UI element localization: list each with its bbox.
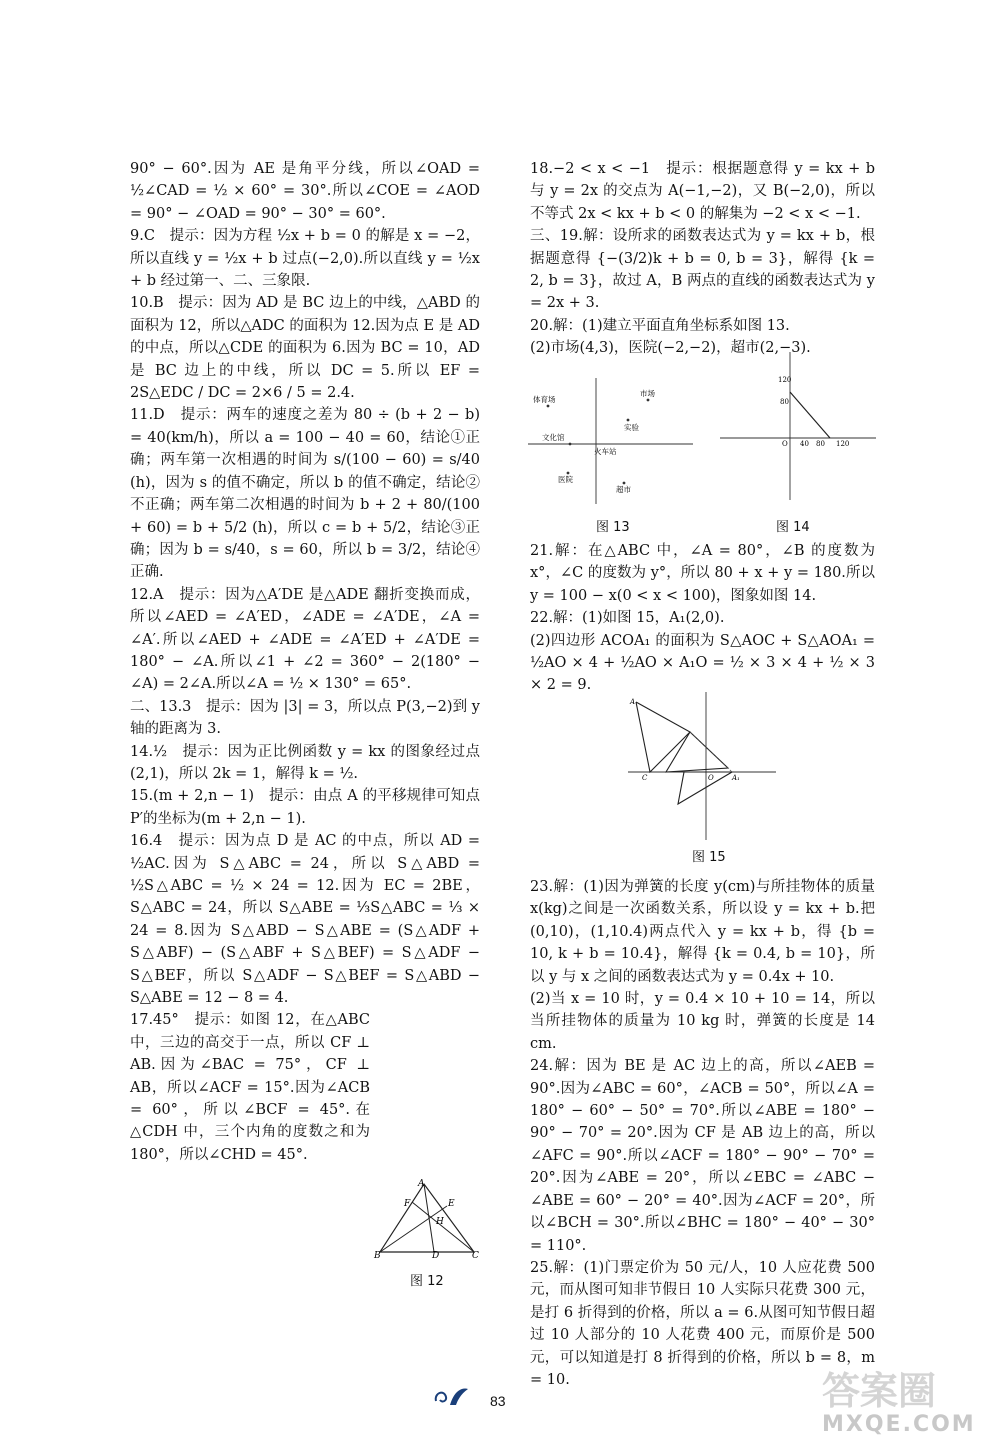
answer-24: 24.解：因为 BE 是 AC 边上的高，所以∠AEB = 90°.因为∠ABC = 60°，∠ACB = 50°，所以∠A = 180° − 60° − 50° = 70°.所以∠ABE = 180° − 90° − 70° = 20°.因为 CF 是 AB 边上的高，所以∠AFC = 90°.所以∠ACF = 180° − 90° − 70° = 20°.因为∠ABE = 20°，所以∠EBC = ∠ABC − ∠ABE = 60° − 20° = 40°.因为∠ACF = 20°，所以∠BCH = 30°.所以∠BHC = 180° − 40° − 30° = 110°. xyxy=(530,1058,875,1254)
answer-14: 14.½ 提示：因为正比例函数 y = kx 的图象经过点(2,1)，所以 2k = 1，解得 k = ½. xyxy=(130,743,480,782)
answer-20-part2: (2)市场(4,3)，医院(−2,−2)，超市(2,−3). xyxy=(530,340,811,357)
fig14-label-x40: 40 xyxy=(800,440,809,448)
answer-19: 三、19.解：设所求的函数表达式为 y = kx + b，根据题意得 {−(3/2)k + b = 0, b = 3}，解得 {k = 2, b = 3}，故过 A，B 两点的直线的函数表达式为 y = 2x + 3. xyxy=(530,228,875,312)
fig12-label-b: B xyxy=(374,1251,381,1258)
answer-12: 12.A 提示：因为△A′DE 是△ADE 翻折变换而成，所以∠AED = ∠A′ED，∠ADE = ∠A′DE，∠A = ∠A′.所以∠AED + ∠ADE = ∠A′ED + ∠A′DE = 180° − ∠A.所以∠1 + ∠2 = 360° − 2(180° − ∠A) = 2∠A.所以∠A = ½ × 130° = 65°. xyxy=(130,586,480,693)
answer-9: 9.C 提示：因为方程 ½x + b = 0 的解是 x = −2，所以直线 y = ½x + b 过点(−2,0).所以直线 y = ½x + b 经过第一、二、三象限. xyxy=(130,228,480,290)
fig14-label-origin: O xyxy=(782,440,788,448)
fig12-label-d: D xyxy=(432,1251,440,1258)
fig13-label-supermarket: 超市 xyxy=(616,485,631,494)
fig15-label-c: C xyxy=(642,774,648,782)
left-column xyxy=(130,158,480,1166)
fig13-label-market: 市场 xyxy=(640,389,655,398)
answer-25: 25.解：(1)门票定价为 50 元/人，10 人应花费 500 元，而从图可知非节假日 10 人实际只花费 300 元，是打 6 折得到的价格，所以 a = 6.从图可知节假日超过 10 人部分的 10 人花费 400 元，而原价是 500 元，可以知道是打 8 折得到的价格，所以 b = 8，m = 10. xyxy=(530,1259,875,1388)
figure-15 xyxy=(628,692,778,842)
fig14-label-x120: 120 xyxy=(836,440,850,448)
page-number: 83 xyxy=(490,1393,506,1409)
fig13-label-station: 火车站 xyxy=(594,447,617,456)
answer-8-continued: 90° − 60°.因为 AE 是角平分线，所以∠OAD = ½∠CAD = ½ × 60° = 30°.所以∠COE = ∠AOD = 90° − ∠OAD = 90° − 30° = 60°. xyxy=(130,161,480,222)
watermark-text: 答案圈 xyxy=(822,1369,937,1413)
answer-15: 15.(m + 2,n − 1) 提示：由点 A 的平移规律可知点 P′的坐标为(m + 2,n − 1). xyxy=(130,788,480,827)
fig13-label-stadium: 体育场 xyxy=(533,395,556,404)
figure-14-caption: 图 14 xyxy=(776,520,810,535)
answer-16: 16.4 提示：因为点 D 是 AC 的中点，所以 AD = ½AC.因为 S△ABC = 24，所以 S△ABD = ½S△ABC = ½ × 24 = 12.因为 EC = 2BE，S△ABC = 24，所以 S△ABE = ⅓S△ABC = ⅓ × 24 = 8.因为 S△ABD − S△ABE = (S△ADF + S△ABF) − (S△ABF + S△BEF) = S△ADF − S△BEF，所以 S△ADF − S△BEF = S△ABD − S△ABE = 12 − 8 = 4. xyxy=(130,833,480,1007)
figure-13-caption: 图 13 xyxy=(596,520,630,535)
publisher-logo-icon xyxy=(432,1383,472,1413)
answer-23-part2: (2)当 x = 10 时，y = 0.4 × 10 + 10 = 14，所以当所挂物体的质量为 10 kg 时，弹簧的长度是 14 cm. xyxy=(530,991,875,1052)
answer-17: 17.45° 提示：如图 12，在△ABC 中，三边的高交于一点，所以 CF ⊥ AB.因为∠BAC = 75°，CF ⊥ AB，所以∠ACF = 15°.因为∠ACB = 60°，所以∠BCF = 45°.在△CDH 中，三个内角的度数之和为 180°，所以∠CHD = 45°. xyxy=(130,1012,370,1163)
answer-20-part1: 20.解：(1)建立平面直角坐标系如图 13. xyxy=(530,317,790,334)
answer-18: 18.−2 < x < −1 提示：根据题意得 y = kx + b 与 y = 2x 的交点为 A(−1,−2)，又 B(−2,0)，所以不等式 2x < kx + b < 0 的解集为 −2 < x < −1. xyxy=(530,161,875,222)
fig12-label-e: E xyxy=(448,1199,455,1209)
fig15-label-o: O xyxy=(708,774,714,782)
fig12-label-f: F xyxy=(404,1199,411,1209)
answer-11: 11.D 提示：两车的速度之差为 80 ÷ (b + 2 − b) = 40(km/h)，所以 a = 100 − 40 = 60，结论①正确；两车第一次相遇的时间为 s/(100 − 60) = s/40 (h)，因为 s 的值不确定，所以 b 的值不确定，结论②不正确；两车第二次相遇的时间为 b + 2 + 80/(100 + 60) = b + 5/2 (h)，所以 c = b + 5/2，结论③正确；因为 b = s/40，s = 60，所以 b = 3/2，结论④正确. xyxy=(130,407,480,581)
fig14-label-y80: 80 xyxy=(780,398,789,406)
fig14-label-y120: 120 xyxy=(778,376,792,384)
figure-15-caption: 图 15 xyxy=(692,850,726,865)
right-column-mid xyxy=(530,540,875,697)
answer-13: 二、13.3 提示：因为 |3| = 3，所以点 P(3,−2)到 y 轴的距离为 3. xyxy=(130,698,480,738)
figure-12-caption: 图 12 xyxy=(410,1274,444,1289)
fig12-label-c: C xyxy=(472,1251,479,1258)
fig13-label-culture: 文化馆 xyxy=(542,433,565,442)
fig12-label-a: A xyxy=(418,1179,425,1189)
answer-23-part1: 23.解：(1)因为弹簧的长度 y(cm)与所挂物体的质量 x(kg)之间是一次函数关系，所以设 y = kx + b.把(0,10)，(1,10.4)两点代入 y = kx + b，得 {b = 10, k + b = 10.4}，解得 {k = 0.4, b = 10}，所以 y 与 x 之间的函数表达式为 y = 0.4x + 10. xyxy=(530,879,875,985)
answer-22-part1: 22.解：(1)如图 15，A₁(2,0). xyxy=(530,610,725,627)
answer-21: 21.解：在△ABC 中，∠A = 80°，∠B 的度数为 x°，∠C 的度数为 y°，所以 80 + x + y = 180.所以 y = 100 − x(0 < x < 100)，图象如图 14. xyxy=(530,543,875,604)
watermark-url: MXQE.COM xyxy=(822,1412,976,1437)
fig14-label-x80: 80 xyxy=(816,440,825,448)
fig13-label-hospital: 医院 xyxy=(558,475,573,484)
fig12-label-h: H xyxy=(436,1217,444,1227)
figure-14 xyxy=(718,352,878,502)
figure-13 xyxy=(528,378,698,508)
watermark-logo xyxy=(818,1366,978,1418)
answer-10: 10.B 提示：因为 AD 是 BC 边上的中线，△ABD 的面积为 12，所以△ADC 的面积为 12.因为点 E 是 AD 的中点，所以△CDE 的面积为 6.因为 BC = 10，AD 是 BC 边上的中线，所以 DC = 5.所以 EF = 2S△EDC / DC = 2×6 / 5 = 2.4. xyxy=(130,295,480,402)
right-column-bottom xyxy=(530,876,875,1391)
right-column-top xyxy=(530,158,875,360)
answer-22-part2: (2)四边形 ACOA₁ 的面积为 S△AOC + S△AOA₁ = ½AO × 4 + ½AO × A₁O = ½ × 3 × 4 + ½ × 3 × 2 = 9. xyxy=(530,632,875,694)
fig15-label-a1: A₁ xyxy=(732,774,740,782)
fig13-label-experiment: 实验 xyxy=(624,423,639,432)
figure-12 xyxy=(372,1178,482,1258)
fig15-label-a: A xyxy=(630,698,636,706)
